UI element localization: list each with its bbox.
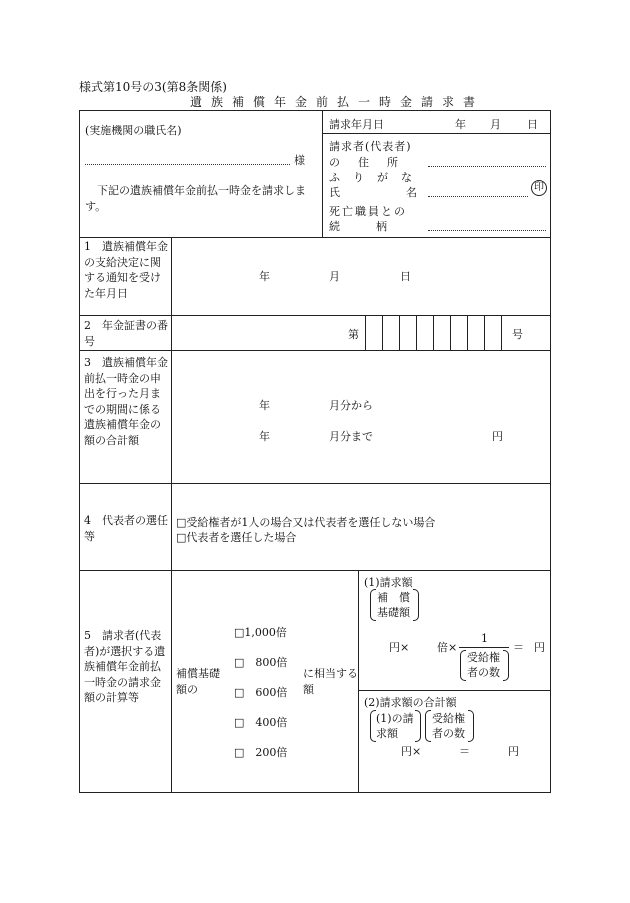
multiplier-option-600[interactable]: □ 600倍 xyxy=(234,686,288,699)
row1-month: 月 xyxy=(329,270,340,283)
base-amount-label: 補償基礎額の xyxy=(176,667,220,696)
number-cell-divider xyxy=(416,315,417,350)
date-label: 請求年月日 xyxy=(329,118,384,131)
form-title: 遺族補償年金前払一時金請求書 xyxy=(190,95,485,109)
row2-dai: 第 xyxy=(348,328,359,341)
row3-from-month: 月分から xyxy=(329,399,373,412)
claimant-label: 請求者(代表者) xyxy=(329,140,412,153)
row-divider xyxy=(79,483,551,484)
calc2-equals: ＝ xyxy=(459,745,470,758)
calc-split xyxy=(358,690,551,691)
paren-right xyxy=(468,710,474,742)
calc-divider xyxy=(358,570,359,793)
calc2-b-2: 者の数 xyxy=(432,727,465,740)
number-cell-divider xyxy=(399,315,400,350)
paren-left xyxy=(370,589,376,621)
multiplier-option-400[interactable]: □ 400倍 xyxy=(234,716,288,729)
row1-day: 日 xyxy=(400,270,411,283)
address-label: の住所 xyxy=(329,156,416,169)
name-field[interactable] xyxy=(428,196,528,197)
calc1-denominator-1: 受給権 xyxy=(467,651,500,664)
row3-to-year: 年 xyxy=(259,430,270,443)
calc1-numerator: 1 xyxy=(481,632,488,645)
calc2-a-2: 求額 xyxy=(376,727,398,740)
calc1-equals: ＝ xyxy=(513,641,524,654)
calc2-yen-x: 円× xyxy=(401,745,422,758)
row1-year: 年 xyxy=(259,270,270,283)
paren-left xyxy=(425,710,431,742)
calc2-b-1: 受給権 xyxy=(432,712,465,725)
relation-label-2: 続柄 xyxy=(329,220,423,233)
calc1-times: 倍× xyxy=(437,641,458,654)
date-month: 月 xyxy=(490,118,501,131)
calc2-yen: 円 xyxy=(508,745,519,758)
number-cell-divider xyxy=(501,315,502,350)
calc1-denominator-2: 者の数 xyxy=(467,666,500,679)
row-divider xyxy=(79,350,551,351)
calc2-title: (2)請求額の合計額 xyxy=(364,696,457,709)
number-cell-divider xyxy=(382,315,383,350)
furigana-label: ふりがな xyxy=(329,171,425,184)
relation-label-1: 死亡職員との xyxy=(329,205,407,218)
row3-from-year: 年 xyxy=(259,399,270,412)
number-cell-divider xyxy=(365,315,366,350)
date-day: 日 xyxy=(527,118,538,131)
row2-label: 2 年金証書の番号 xyxy=(84,319,168,348)
equivalent-amount-suffix: に相当する額 xyxy=(303,667,358,696)
row3-yen: 円 xyxy=(492,430,503,443)
multiplier-option-1000[interactable]: □1,000倍 xyxy=(234,626,287,639)
number-cell-divider xyxy=(484,315,485,350)
row-divider xyxy=(79,237,551,238)
calc1-yen: 円 xyxy=(534,641,545,654)
multiplier-option-800[interactable]: □ 800倍 xyxy=(234,656,288,669)
date-divider xyxy=(322,133,551,134)
calc1-base-2: 基礎額 xyxy=(377,606,410,619)
honorific: 様 xyxy=(294,154,305,167)
seal-mark: 印 xyxy=(531,180,547,196)
number-cell-divider xyxy=(467,315,468,350)
label-column-divider xyxy=(171,237,172,793)
relation-field[interactable] xyxy=(428,230,546,231)
request-text: 下記の遺族補償年金前払一時金を請求します。 xyxy=(85,184,306,213)
name-label: 氏名 xyxy=(329,186,483,199)
row2-go: 号 xyxy=(512,328,523,341)
row5-label: 5 請求者(代表者)が選択する遺族補償年金前払一時金の請求金額の計算等 xyxy=(84,629,166,704)
representative-option-single[interactable]: □受給権者が1人の場合又は代表者を選任しない場合 xyxy=(176,516,436,529)
calc1-yen-x: 円× xyxy=(389,641,410,654)
institution-name-field[interactable] xyxy=(85,164,290,165)
calc1-title: (1)請求額 xyxy=(364,576,413,589)
number-cell-divider xyxy=(433,315,434,350)
row4-label: 4 代表者の選任等 xyxy=(84,514,168,543)
table-border-left xyxy=(79,110,80,793)
calc2-a-1: (1)の請 xyxy=(376,712,414,725)
calc1-fraction-bar xyxy=(459,647,509,648)
multiplier-option-200[interactable]: □ 200倍 xyxy=(234,746,288,759)
row3-to-month: 月分まで xyxy=(329,430,373,443)
top-divider xyxy=(322,110,323,238)
row3-label: 3 遺族補償年金前払一時金の申出を行った月までの期間に係る遺族補償年金の額の合計額 xyxy=(84,356,168,447)
paren-right xyxy=(503,650,509,681)
row-divider xyxy=(79,315,551,316)
form-id: 様式第10号の3(第8条関係) xyxy=(79,80,227,94)
table-border-bottom xyxy=(79,792,551,793)
number-cell-divider xyxy=(450,315,451,350)
representative-option-selected[interactable]: □代表者を選任した場合 xyxy=(176,531,297,544)
address-field[interactable] xyxy=(428,166,546,167)
row1-label: 1 遺族補償年金の支給決定に関する通知を受けた年月日 xyxy=(84,240,168,300)
row-divider xyxy=(79,570,551,571)
paren-right xyxy=(413,589,419,621)
paren-left xyxy=(460,650,466,681)
institution-label: (実施機関の職氏名) xyxy=(85,124,182,137)
paren-right xyxy=(415,710,421,742)
table-border-top xyxy=(79,110,551,111)
date-year: 年 xyxy=(455,118,466,131)
calc1-base-1: 補 償 xyxy=(377,591,410,604)
